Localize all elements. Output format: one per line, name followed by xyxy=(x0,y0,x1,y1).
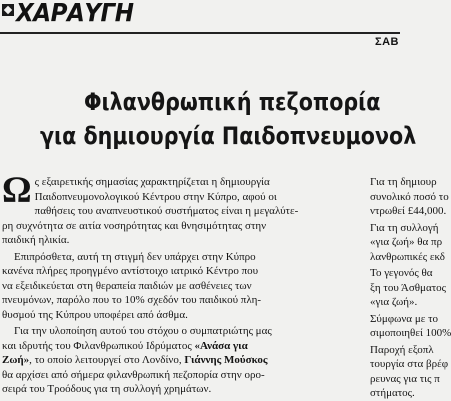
side-line: ρευνας για τις π xyxy=(370,372,440,385)
side-line: λανθρωπικές εκδ xyxy=(370,250,445,263)
paragraph-line: Επιπρόσθετα, αυτή τη στιγμή δεν υπάρχει στην Κύπρο xyxy=(14,250,256,263)
paragraph-line: παθήσεις του αναπνευστικού συστήματος είναι η μεγαλύτε- xyxy=(34,205,299,217)
paragraph-line: σειρά του Τροόδους για τη συλλογή χρημάτων. xyxy=(2,383,212,395)
side-line: «για ζωή» θα πρ xyxy=(370,236,443,248)
side-line: «για ζωή». xyxy=(370,296,418,308)
paragraph-line: ς εξαιρετικής σημασίας χαρακτηρίζεται η δημιουργία xyxy=(34,176,270,188)
drop-cap: Ω xyxy=(2,170,32,211)
paragraph-line xyxy=(2,353,367,368)
side-line: ντρωθεί £44,000. xyxy=(370,205,447,217)
side-line: Για τη δημιουρ xyxy=(370,176,437,188)
logo-mark-icon xyxy=(2,4,14,16)
paragraph-line: να εξειδικεύεται στη θεραπεία παιδιών με ασθένειες των xyxy=(2,279,252,292)
side-line: τουργία στα βρέφ xyxy=(370,358,449,370)
side-line: Σύμφωνα με το xyxy=(370,312,439,325)
paragraph-text: και ιδρυτής του Φιλανθρωπικού Ιδρύματος xyxy=(2,339,195,352)
foundation-name-end: Ζωή» xyxy=(2,354,30,366)
paragraph-line xyxy=(2,339,367,354)
paragraph-text: , το οποίο λειτουργεί στο Λονδίνο, xyxy=(29,354,185,366)
paragraph-line: ρη συχνότητα σε αιτία νοσηρότητας και θνησιμότητας στην xyxy=(2,219,267,232)
foundation-name: «Ανάσα για xyxy=(194,339,248,352)
side-line: σιμοποιηθεί 100% xyxy=(370,327,451,339)
person-name: Γιάννης Μούσκος xyxy=(184,354,268,366)
paragraph-line: παιδική ηλικία. xyxy=(2,234,70,246)
paragraph-line: Για την υλοποίηση αυτού του στόχου ο συμπατριώτης μας xyxy=(14,325,272,337)
headline-line-1: Φιλανθρωπική πεζοπορία xyxy=(84,88,381,116)
masthead-rule xyxy=(0,32,400,34)
side-line: Το γεγονός θα xyxy=(370,267,433,279)
headline-line-2: για δημιουργία Παιδοπνευμονολ xyxy=(40,122,417,150)
paragraph-line: Παιδοπνευμονολογικού Κέντρου στην Κύπρο, αφού οι xyxy=(34,190,277,203)
paragraph-2 xyxy=(2,250,367,323)
paragraph-3 xyxy=(2,324,367,397)
side-line: Για τη συλλογή xyxy=(370,221,439,234)
side-line: Παροχή εξοπλ xyxy=(370,343,434,356)
paragraph-line: πνευμόνων, παρόλο που το 10% σχεδόν του παιδικού πλη- xyxy=(2,294,261,306)
paragraph-line: κανένα πλήρες προηγμένο αντίστοιχο ιατρικό Κέντρο που xyxy=(2,265,259,277)
newspaper-logo: ΧΑΡΑΥΓΗ xyxy=(16,0,134,27)
side-line: ξη του Άσθματος xyxy=(370,281,446,294)
article-body-column xyxy=(2,170,367,399)
side-line: στήματος. xyxy=(370,387,415,399)
article-side-column xyxy=(370,175,451,401)
paragraph-line: θα αρχίσει από σήμερα φιλανθρωπική πεζοπορία στην ορο- xyxy=(2,368,265,381)
side-line: συνολικό ποσό το xyxy=(370,190,449,203)
masthead xyxy=(0,0,400,46)
masthead-day: ΣΑΒ xyxy=(375,36,399,48)
paragraph-line: θυσμού της Κύπρου υποφέρει από άσθμα. xyxy=(2,308,188,321)
paragraph-1 xyxy=(2,170,367,248)
